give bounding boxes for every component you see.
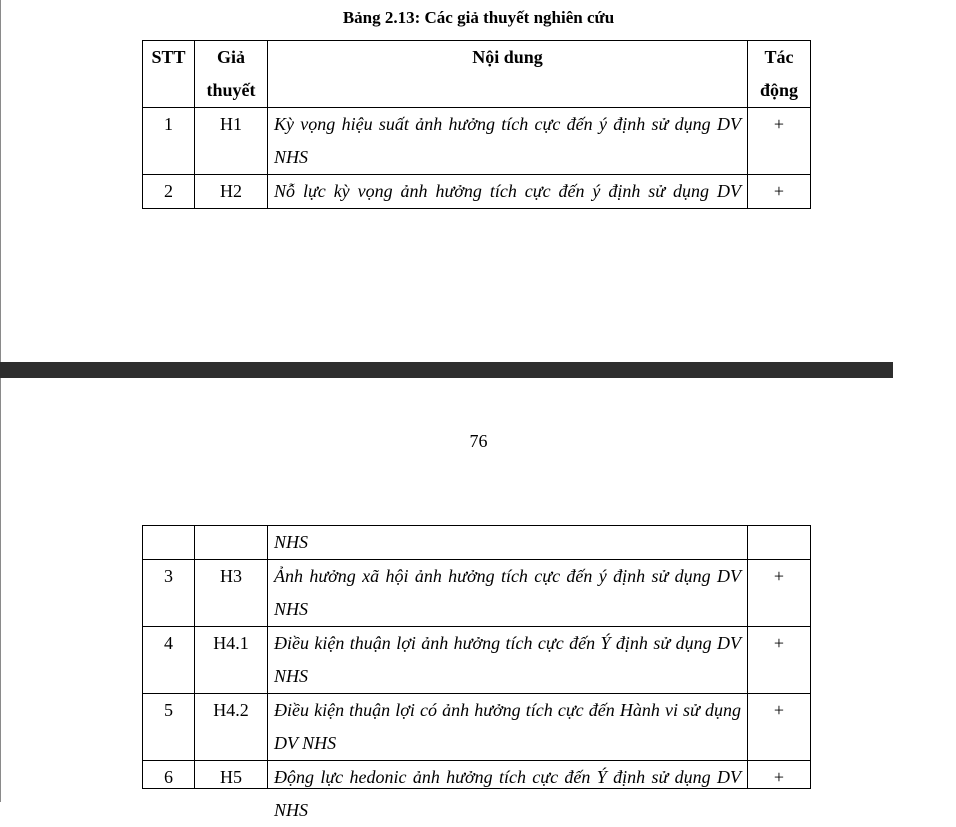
table-row bbox=[143, 560, 811, 627]
table-caption: Bảng 2.13: Các giả thuyết nghiên cứu bbox=[342, 8, 615, 27]
table-row bbox=[143, 108, 811, 175]
hypotheses-table-continued bbox=[142, 525, 811, 820]
cell-stt bbox=[143, 526, 195, 560]
header-content: Nội dung bbox=[268, 41, 748, 108]
cell-effect: + bbox=[748, 108, 811, 175]
cell-effect: + bbox=[748, 560, 811, 627]
cell-effect bbox=[748, 526, 811, 560]
cell-hypothesis bbox=[195, 526, 268, 560]
cell-content: NHS bbox=[268, 526, 748, 560]
header-effect: Tác động bbox=[748, 41, 811, 108]
page-separator bbox=[0, 362, 893, 378]
table-header-row bbox=[143, 41, 811, 108]
cell-hypothesis: H3 bbox=[195, 560, 268, 627]
table-row-continued bbox=[143, 526, 811, 560]
cell-effect: + bbox=[748, 175, 811, 209]
cell-effect: + bbox=[748, 694, 811, 761]
table-row bbox=[143, 175, 811, 209]
cell-content: Điều kiện thuận lợi có ảnh hưởng tích cực đến Hành vi sử dụng DV NHS bbox=[268, 694, 748, 761]
cell-content: Ảnh hưởng xã hội ảnh hưởng tích cực đến ý định sử dụng DV NHS bbox=[268, 560, 748, 627]
hypotheses-table bbox=[142, 40, 811, 209]
cell-hypothesis: H4.2 bbox=[195, 694, 268, 761]
cell-stt: 6 bbox=[143, 761, 195, 789]
cell-hypothesis: H4.1 bbox=[195, 627, 268, 694]
cell-hypothesis: H5 bbox=[195, 761, 268, 789]
table-row bbox=[143, 761, 811, 789]
header-stt: STT bbox=[143, 41, 195, 108]
cell-stt: 2 bbox=[143, 175, 195, 209]
cell-stt: 5 bbox=[143, 694, 195, 761]
cell-effect: + bbox=[748, 627, 811, 694]
page-number: 76 bbox=[469, 431, 488, 451]
cell-content: Kỳ vọng hiệu suất ảnh hưởng tích cực đến ý định sử dụng DV NHS bbox=[268, 108, 748, 175]
document-page bbox=[0, 0, 893, 362]
cell-content: Điều kiện thuận lợi ảnh hưởng tích cực đến Ý định sử dụng DV NHS bbox=[268, 627, 748, 694]
cell-content: Động lực hedonic ảnh hưởng tích cực đến Ý định sử dụng DV NHS bbox=[268, 761, 748, 789]
cell-stt: 3 bbox=[143, 560, 195, 627]
cell-effect: + bbox=[748, 761, 811, 789]
table-row bbox=[143, 627, 811, 694]
cell-content: Nỗ lực kỳ vọng ảnh hưởng tích cực đến ý định sử dụng DV bbox=[268, 175, 748, 209]
cell-stt: 4 bbox=[143, 627, 195, 694]
document-page bbox=[0, 378, 893, 820]
header-hypothesis: Giả thuyết bbox=[195, 41, 268, 108]
cell-stt: 1 bbox=[143, 108, 195, 175]
cell-hypothesis: H1 bbox=[195, 108, 268, 175]
cell-hypothesis: H2 bbox=[195, 175, 268, 209]
table-row bbox=[143, 694, 811, 761]
